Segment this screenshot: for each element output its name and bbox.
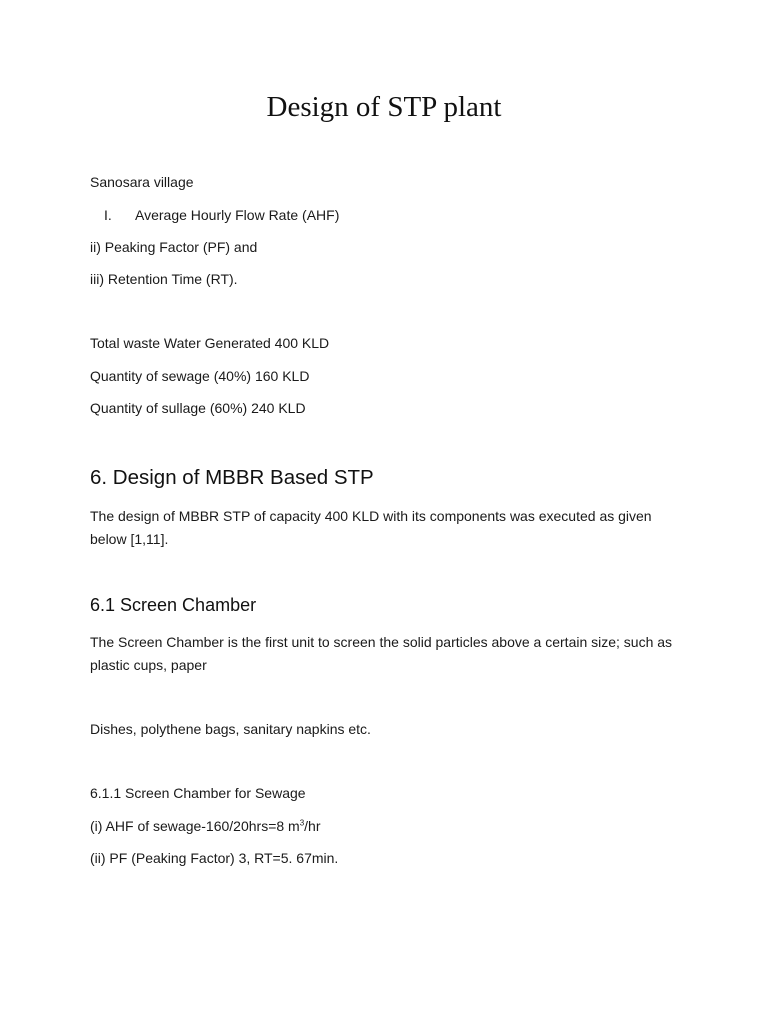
sullage-quantity-line: Quantity of sullage (60%) 240 KLD <box>90 400 306 416</box>
location-text: Sanosara village <box>90 174 194 190</box>
sewage-quantity-line: Quantity of sewage (40%) 160 KLD <box>90 368 310 384</box>
ahf-line-prefix: (i) AHF of sewage-160/20hrs=8 m <box>90 818 300 834</box>
document-title: Design of STP plant <box>266 91 502 123</box>
peaking-factor-retention-line: (ii) PF (Peaking Factor) 3, RT=5. 67min. <box>90 850 339 866</box>
section-6-1-paragraph: The Screen Chamber is the first unit to screen the solid particles above a certain size; such as plastic cups, paper <box>90 634 673 673</box>
section-6-1-paragraph-2: Dishes, polythene bags, sanitary napkins etc. <box>90 721 371 737</box>
ahf-line-superscript: 3 <box>299 818 305 828</box>
section-6-1-heading: 6.1 Screen Chamber <box>90 595 257 615</box>
ahf-sewage-line <box>90 815 321 838</box>
list-item-text: Average Hourly Flow Rate (AHF) <box>135 207 340 223</box>
list-item-number: I. <box>104 207 112 223</box>
section-6-heading: 6. Design of MBBR Based STP <box>90 466 374 489</box>
total-waste-line: Total waste Water Generated 400 KLD <box>90 335 330 351</box>
retention-time-line: iii) Retention Time (RT). <box>90 271 238 287</box>
peaking-factor-line: ii) Peaking Factor (PF) and <box>90 239 258 255</box>
section-6-paragraph: The design of MBBR STP of capacity 400 KLD with its components was executed as given below [1,11]. <box>90 508 652 547</box>
list-item-ahf <box>90 204 490 226</box>
section-6-1-1-heading: 6.1.1 Screen Chamber for Sewage <box>90 785 306 801</box>
ahf-line-suffix: /hr <box>304 818 321 834</box>
